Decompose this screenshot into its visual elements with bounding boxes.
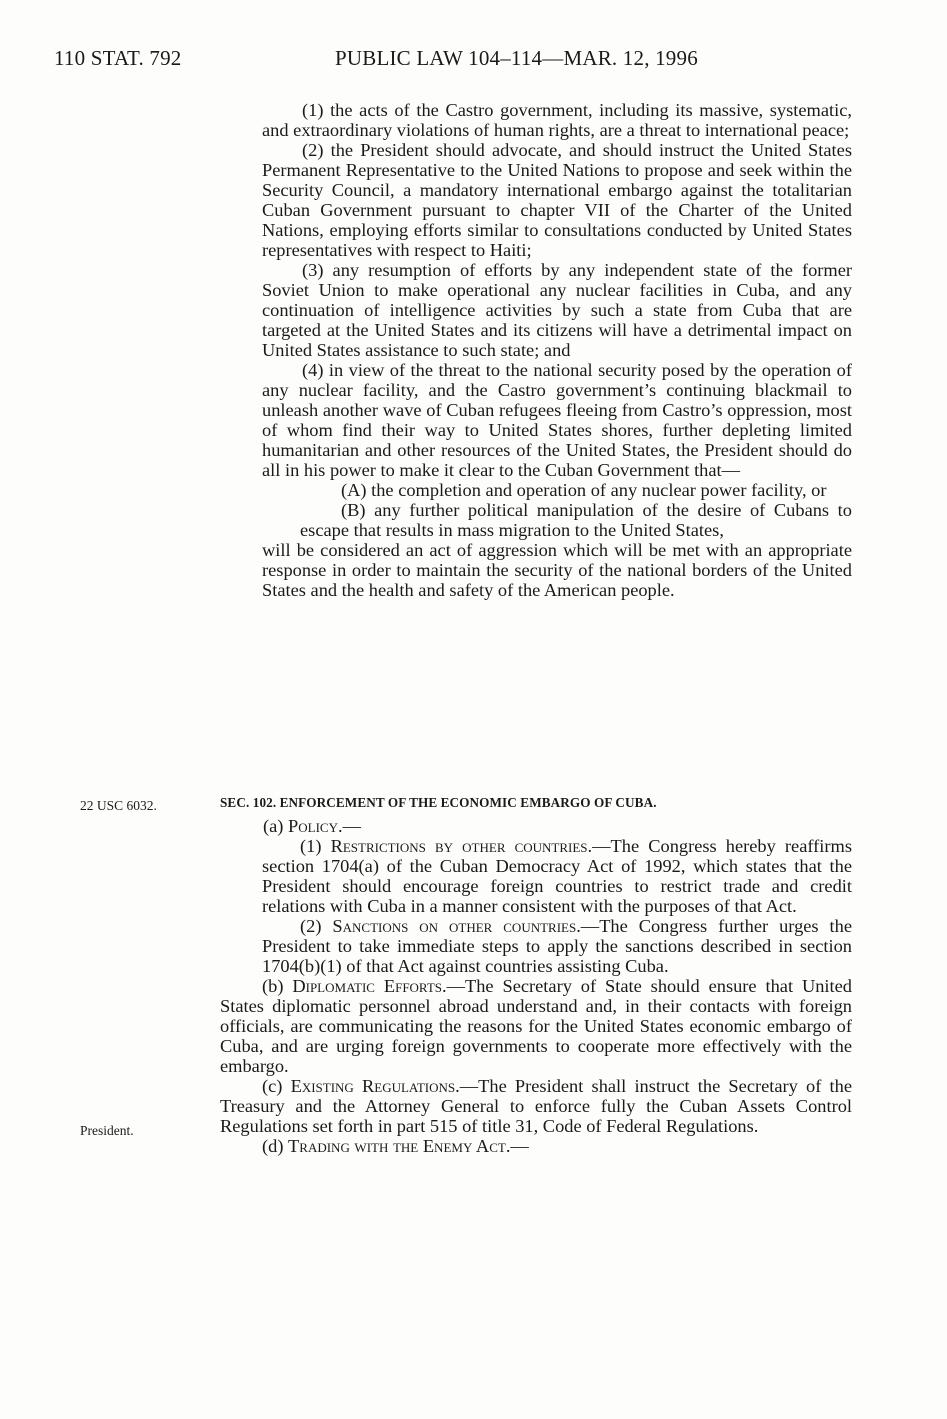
usc-margin-note: 22 USC 6032.: [80, 798, 157, 813]
subparagraph-b: (B) any further political manipulation of the desire of Cubans to escape that results in mass migration to the United States,: [300, 500, 852, 540]
c-title: Existing Regulations: [290, 1076, 456, 1096]
subsection-a-heading: [220, 816, 852, 836]
a2-number: (2): [300, 916, 333, 936]
c-number: (c): [262, 1076, 291, 1096]
a1-text: .—The Congress hereby reaffirms section 1704(a) of the Cuban Democracy Act of 1992, which states that the President should encourage foreign countries to restrict trade and credit relations with Cuba in a manner consistent with the purposes of that Act.: [262, 836, 852, 916]
a2-title: Sanctions on other countries: [332, 916, 577, 936]
paragraph-1: (1) the acts of the Castro government, including its massive, systematic, and extraordinary violations of human rights, are a threat to international peace;: [262, 100, 852, 140]
a2-text: .—The Congress further urges the President to take immediate steps to apply the sanctions described in section 1704(b)(1) of that Act against countries assisting Cuba.: [262, 916, 852, 976]
president-margin-note: President.: [80, 1123, 134, 1138]
a1-title: Restrictions by other countries: [330, 836, 588, 856]
b-text: .—The Secretary of State should ensure that United States diplomatic personnel abroad understand and, in their contacts with foreign officials, are communicating the reasons for the United States economic embargo of Cuba, and are urging foreign governments to cooperate more effectively with the embargo.: [220, 976, 853, 1076]
d-title: Trading with the Enemy Act: [288, 1136, 506, 1156]
b-title: Diplomatic Efforts: [292, 976, 442, 996]
page-header: [0, 46, 947, 80]
b-number: (b): [262, 976, 293, 996]
findings-block: [262, 100, 852, 600]
subsection-a-dash: .—: [337, 816, 361, 836]
c-text: .—The President shall instruct the Secretary of the Treasury and the Attorney General to enforce fully the Cuban Assets Control Regulations set forth in part 515 of title 31, Code of Federal Regulations.: [220, 1076, 852, 1136]
stat-page-number: 110 STAT. 792: [54, 46, 182, 70]
d-number: (d): [262, 1136, 289, 1156]
paragraph-3: (3) any resumption of efforts by any independent state of the former Soviet Union to make operational any nuclear facilities in Cuba, and any continuation of intelligence activities by such a state from Cuba that are targeted at the United States and its citizens will have a detrimental impact on United States assistance to such state; and: [262, 260, 852, 360]
subsection-a2: [262, 916, 852, 976]
subparagraph-a: (A) the completion and operation of any nuclear power facility, or: [341, 480, 827, 500]
subsection-a-label: (a): [263, 816, 289, 836]
subsection-d: [220, 1136, 852, 1156]
paragraph-tail: will be considered an act of aggression which will be met with an appropriate response in order to maintain the security of the national borders of the United States and the health and safety of the American people.: [262, 540, 852, 600]
section-heading: SEC. 102. ENFORCEMENT OF THE ECONOMIC EMBARGO OF CUBA.: [220, 795, 657, 810]
subsection-b: [220, 976, 852, 1076]
subsection-a1: [262, 836, 852, 916]
d-dash: .—: [505, 1136, 529, 1156]
paragraph-2: (2) the President should advocate, and should instruct the United States Permanent Representative to the United Nations to propose and seek within the Security Council, a mandatory international embargo against the totalitarian Cuban Government pursuant to chapter VII of the Charter of the United Nations, employing efforts similar to consultations conducted by United States representatives with respect to Haiti;: [262, 140, 852, 260]
paragraph-4: (4) in view of the threat to the national security posed by the operation of any nuclear facility, and the Castro government’s continuing blackmail to unleash another wave of Cuban refugees fleeing from Castro’s oppression, most of whom find their way to United States shores, further depleting limited humanitarian and other resources of the United States, the President should do all in his power to make it clear to the Cuban Government that—: [262, 360, 852, 480]
section-102-body: [220, 816, 852, 1156]
a1-number: (1): [300, 836, 331, 856]
subsection-c: [220, 1076, 852, 1136]
subsection-a-title: Policy: [288, 816, 338, 836]
public-law-title: PUBLIC LAW 104–114—MAR. 12, 1996: [335, 46, 698, 70]
